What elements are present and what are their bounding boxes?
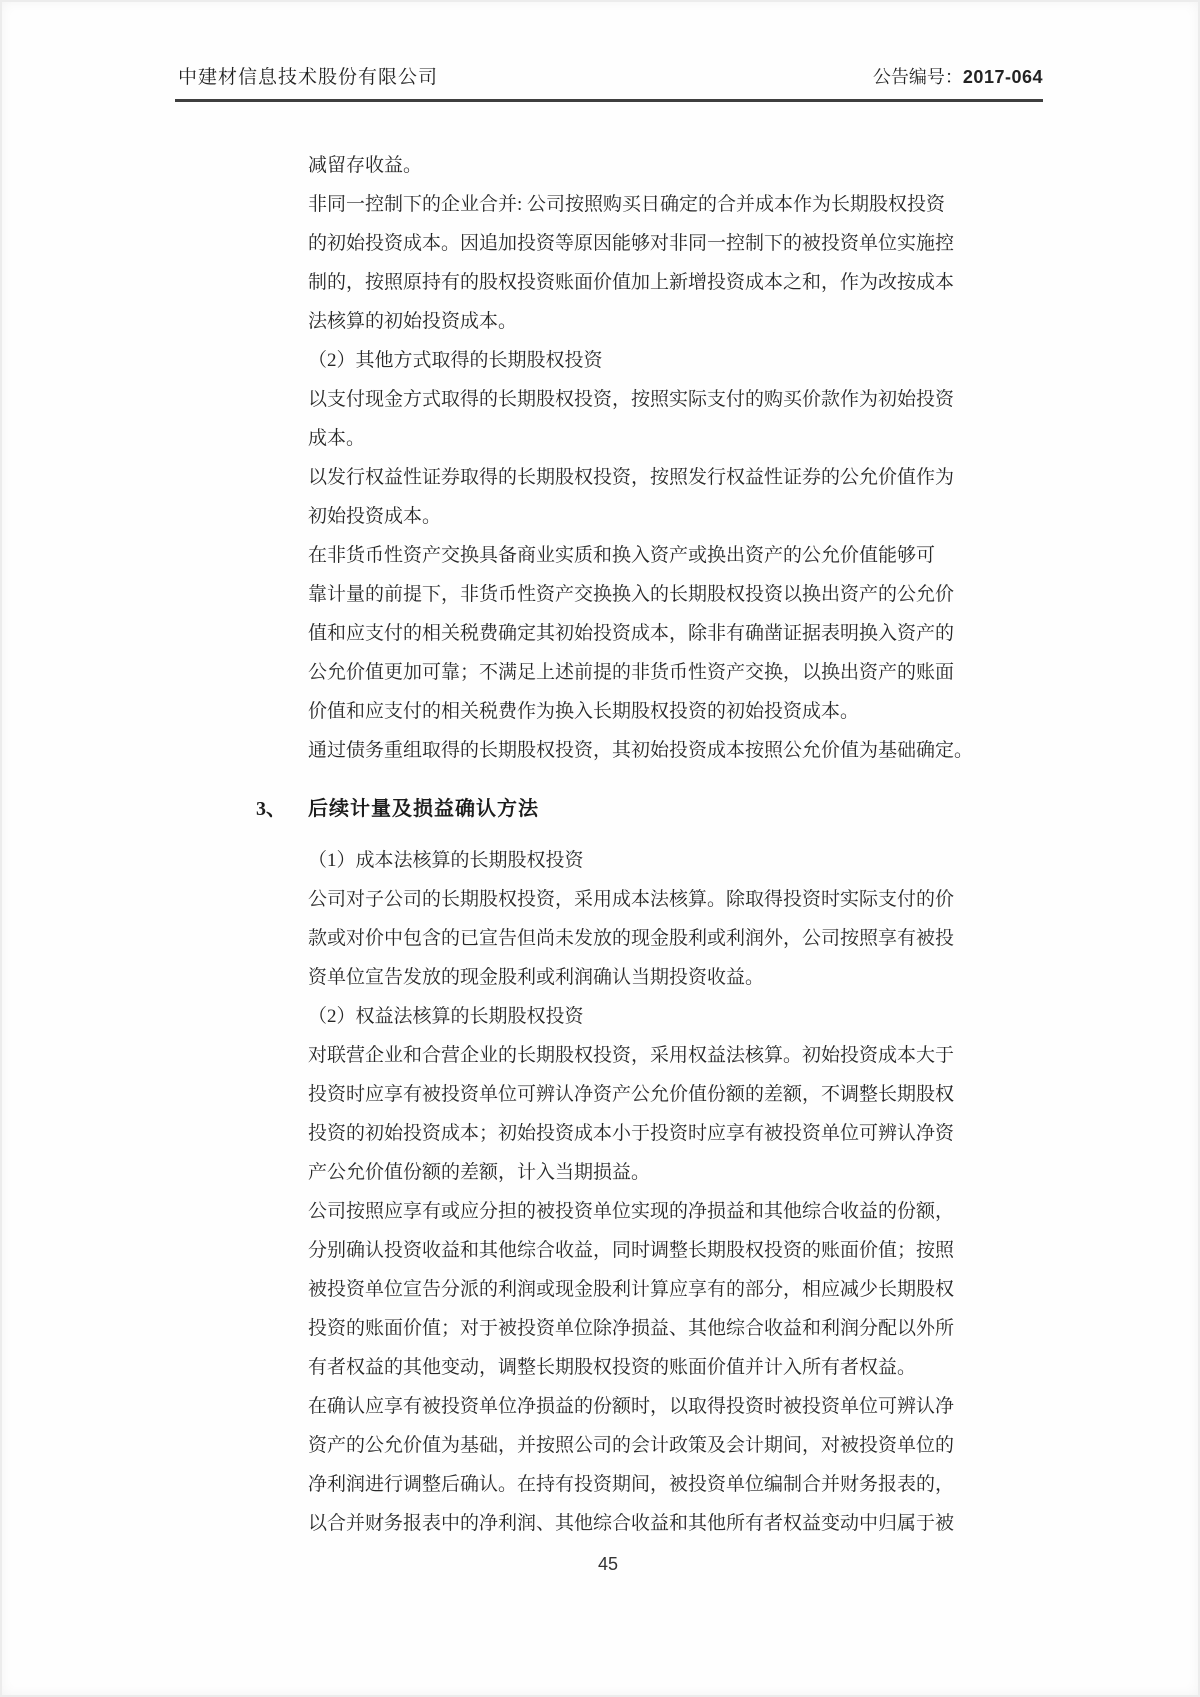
page-number: 45 [597, 1554, 619, 1574]
text-line: 价值和应支付的相关税费作为换入长期股权投资的初始投资成本。 [308, 701, 860, 722]
notice-number-block [873, 63, 1043, 89]
section-heading-title: 后续计量及损益确认方法 [308, 798, 539, 820]
text-line: （2）权益法核算的长期股权投资 [308, 1006, 584, 1027]
text-line: 公允价值更加可靠；不满足上述前提的非货币性资产交换，以换出资产的账面 [308, 662, 955, 683]
text-line: 款或对价中包含的已宣告但尚未发放的现金股利或利润外，公司按照享有被投 [308, 928, 955, 949]
text-line: 分别确认投资收益和其他综合收益，同时调整长期股权投资的账面价值；按照 [308, 1240, 955, 1261]
text-line: 靠计量的前提下，非货币性资产交换换入的长期股权投资以换出资产的公允价 [308, 584, 955, 605]
text-line: 减留存收益。 [308, 155, 423, 176]
text-line: 成本。 [308, 428, 366, 449]
text-line: 被投资单位宣告分派的利润或现金股利计算应享有的部分，相应减少长期股权 [308, 1279, 955, 1300]
text-line: 公司对子公司的长期股权投资，采用成本法核算。除取得投资时实际支付的价 [308, 889, 955, 910]
text-line: 以合并财务报表中的净利润、其他综合收益和其他所有者权益变动中归属于被 [308, 1513, 955, 1534]
text-line: 制的，按照原持有的股权投资账面价值加上新增投资成本之和，作为改按成本 [308, 272, 955, 293]
text-line: 投资时应享有被投资单位可辨认净资产公允价值份额的差额，不调整长期股权 [308, 1084, 955, 1105]
notice-number: 2017-064 [962, 67, 1043, 87]
document-body [256, 146, 974, 1543]
text-line: 初始投资成本。 [308, 506, 442, 527]
text-line: （1）成本法核算的长期股权投资 [308, 850, 584, 871]
text-line: 产公允价值份额的差额，计入当期损益。 [308, 1162, 651, 1183]
section-heading [256, 790, 960, 829]
text-line: 投资的初始投资成本；初始投资成本小于投资时应享有被投资单位可辨认净资 [308, 1123, 955, 1144]
text-line: 值和应支付的相关税费确定其初始投资成本，除非有确凿证据表明换入资产的 [308, 623, 955, 644]
text-line: 资单位宣告发放的现金股利或利润确认当期投资收益。 [308, 967, 765, 988]
text-line: 的初始投资成本。因追加投资等原因能够对非同一控制下的被投资单位实施控 [308, 233, 955, 254]
text-line: （2）其他方式取得的长期股权投资 [308, 350, 603, 371]
text-line: 公司按照应享有或应分担的被投资单位实现的净损益和其他综合收益的份额， [308, 1201, 955, 1222]
section-heading-number: 3、 [256, 798, 286, 820]
page-header [178, 62, 1043, 89]
company-name: 中建材信息技术股份有限公司 [178, 67, 439, 88]
page-footer [0, 1554, 1200, 1575]
text-line: 以支付现金方式取得的长期股权投资，按照实际支付的购买价款作为初始投资 [308, 389, 955, 410]
text-line: 净利润进行调整后确认。在持有投资期间，被投资单位编制合并财务报表的， [308, 1474, 955, 1495]
notice-label: 公告编号： [872, 67, 963, 87]
text-line: 法核算的初始投资成本。 [308, 311, 518, 332]
text-line: 非同一控制下的企业合并: 公司按照购买日确定的合并成本作为长期股权投资 [308, 194, 946, 215]
text-line: 投资的账面价值；对于被投资单位除净损益、其他综合收益和利润分配以外所 [308, 1318, 955, 1339]
text-line: 在非货币性资产交换具备商业实质和换入资产或换出资产的公允价值能够可 [308, 545, 936, 566]
text-line: 在确认应享有被投资单位净损益的份额时，以取得投资时被投资单位可辨认净 [308, 1396, 955, 1417]
text-line: 以发行权益性证券取得的长期股权投资，按照发行权益性证券的公允价值作为 [308, 467, 955, 488]
header-divider [175, 99, 1043, 102]
text-line: 对联营企业和合营企业的长期股权投资，采用权益法核算。初始投资成本大于 [308, 1045, 955, 1066]
text-line: 有者权益的其他变动，调整长期股权投资的账面价值并计入所有者权益。 [308, 1357, 917, 1378]
text-line: 资产的公允价值为基础，并按照公司的会计政策及会计期间，对被投资单位的 [308, 1435, 955, 1456]
text-line: 通过债务重组取得的长期股权投资，其初始投资成本按照公允价值为基础确定。 [308, 740, 974, 761]
